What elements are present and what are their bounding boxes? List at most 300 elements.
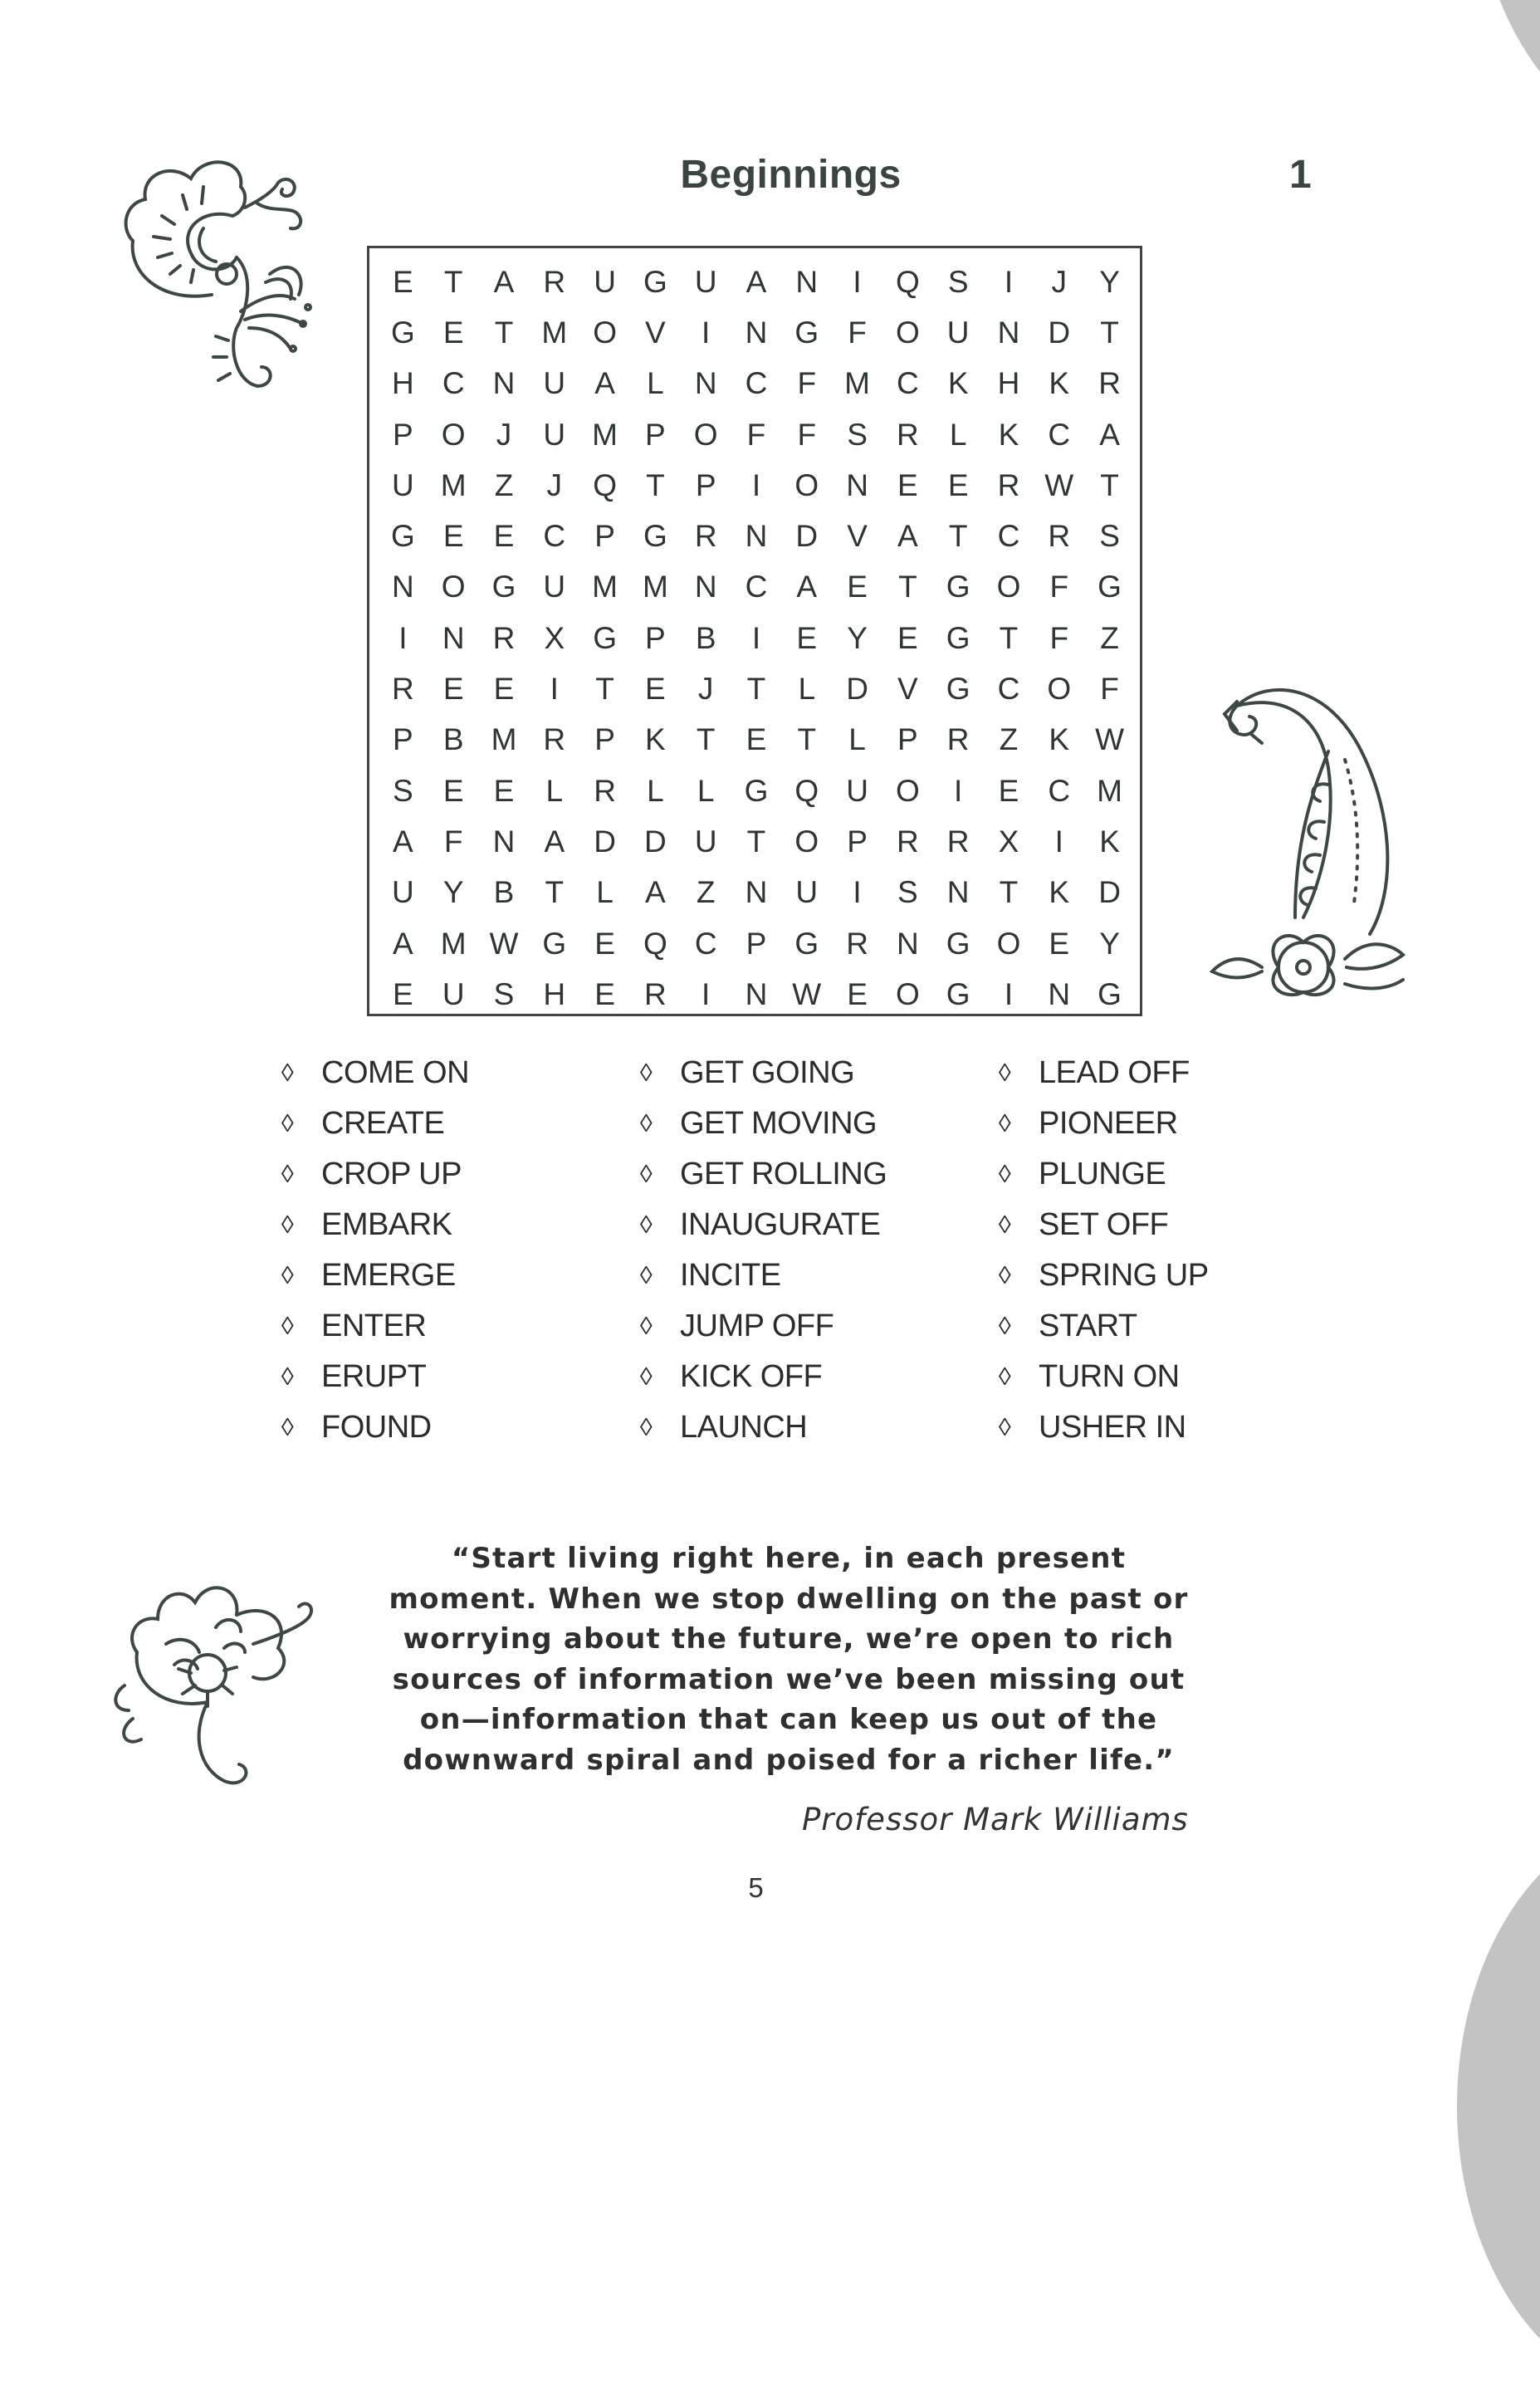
grid-cell[interactable]: F [797, 366, 817, 401]
grid-cell[interactable]: U [594, 264, 616, 299]
grid-cell[interactable]: T [646, 467, 665, 502]
grid-cell[interactable]: T [746, 672, 766, 707]
grid-cell[interactable]: S [493, 976, 515, 1011]
grid-cell[interactable]: S [947, 264, 969, 299]
grid-cell[interactable]: E [493, 773, 515, 808]
word-label: FOUND [321, 1410, 432, 1445]
grid-cell[interactable]: O [794, 824, 819, 859]
diamond-bullet-icon: ◊ [281, 1059, 294, 1087]
grid-cell[interactable]: A [594, 366, 615, 401]
word-label: LEAD OFF [1039, 1055, 1190, 1090]
grid-cell[interactable]: H [997, 366, 1020, 401]
grid-cell[interactable]: I [398, 620, 408, 655]
quote-text [332, 1538, 1245, 1780]
quote-line: moment. When we stop dwelling on the past or [389, 1582, 1189, 1616]
diamond-bullet-icon: ◊ [639, 1312, 653, 1340]
grid-cell[interactable]: V [897, 672, 918, 707]
grid-cell[interactable]: S [847, 417, 868, 452]
word-list-item [637, 1402, 995, 1453]
grid-cell[interactable]: E [594, 926, 615, 961]
grid-cell[interactable]: G [946, 570, 970, 604]
grid-cell[interactable]: A [796, 570, 818, 604]
grid-cell[interactable]: R [946, 824, 970, 859]
grid-cell[interactable]: B [442, 722, 464, 757]
grid-cell[interactable]: G [946, 620, 970, 655]
grid-cell[interactable]: B [493, 875, 515, 910]
word-list-item [278, 1352, 637, 1402]
diamond-bullet-icon: ◊ [639, 1160, 653, 1188]
grid-cell[interactable]: T [545, 875, 565, 910]
grid-cell[interactable]: P [645, 417, 666, 452]
grid-cell[interactable]: W [792, 976, 822, 1011]
diamond-bullet-icon: ◊ [281, 1211, 294, 1239]
diamond-bullet-icon: ◊ [998, 1261, 1011, 1289]
diamond-bullet-icon: ◊ [281, 1109, 294, 1137]
grid-cell[interactable]: T [696, 722, 716, 757]
grid-cell[interactable]: M [592, 417, 618, 452]
grid-cell[interactable]: N [442, 620, 465, 655]
word-list-item [278, 1200, 637, 1250]
grid-cell[interactable]: F [1049, 620, 1069, 655]
letter-grid [378, 257, 1135, 1020]
grid-cell[interactable]: M [1097, 773, 1122, 808]
word-label: LAUNCH [680, 1410, 808, 1445]
grid-cell[interactable]: Q [794, 773, 819, 808]
grid-cell[interactable]: T [797, 722, 817, 757]
word-list-item [995, 1402, 1244, 1453]
word-label: COME ON [321, 1055, 470, 1090]
grid-cell[interactable]: B [695, 620, 716, 655]
grid-cell[interactable]: G [794, 926, 819, 961]
grid-cell[interactable]: N [392, 570, 414, 604]
grid-cell[interactable]: G [946, 926, 970, 961]
grid-cell[interactable]: Y [1099, 264, 1120, 299]
word-list-item [278, 1149, 637, 1200]
grid-cell[interactable]: E [493, 672, 515, 707]
grid-cell[interactable]: N [492, 366, 516, 401]
grid-cell[interactable]: I [1004, 976, 1014, 1011]
grid-cell[interactable]: F [746, 417, 766, 452]
grid-cell[interactable]: R [1098, 366, 1121, 401]
grid-cell[interactable]: E [746, 722, 767, 757]
grid-cell[interactable]: S [1099, 519, 1120, 554]
grid-cell[interactable]: N [1048, 976, 1071, 1011]
grid-cell[interactable]: F [443, 824, 463, 859]
grid-cell[interactable]: O [895, 773, 920, 808]
diamond-bullet-icon: ◊ [639, 1362, 653, 1391]
grid-cell[interactable]: C [1048, 417, 1071, 452]
diamond-bullet-icon: ◊ [998, 1413, 1011, 1441]
grid-cell[interactable]: O [1047, 672, 1072, 707]
grid-cell[interactable]: I [550, 672, 559, 707]
grid-cell[interactable]: U [795, 875, 819, 910]
grid-cell[interactable]: G [491, 570, 516, 604]
grid-cell[interactable]: S [897, 875, 918, 910]
word-list-item [995, 1200, 1244, 1250]
grid-cell[interactable]: L [647, 366, 664, 401]
grid-cell[interactable]: Z [494, 467, 514, 502]
grid-cell[interactable]: W [1095, 722, 1125, 757]
puzzle-number: 1 [1289, 153, 1312, 197]
grid-cell[interactable]: N [694, 366, 717, 401]
grid-cell[interactable]: G [643, 264, 667, 299]
grid-cell[interactable]: G [946, 976, 970, 1011]
grid-cell[interactable]: G [946, 672, 970, 707]
grid-cell[interactable]: A [393, 926, 413, 961]
grid-cell[interactable]: C [745, 570, 768, 604]
grid-cell[interactable]: P [897, 722, 918, 757]
grid-cell[interactable]: E [1049, 926, 1070, 961]
grid-cell[interactable]: V [645, 315, 666, 350]
quote-line: on—information that can keep us out of the [419, 1703, 1158, 1736]
diamond-bullet-icon: ◊ [998, 1211, 1011, 1239]
grid-cell[interactable]: W [489, 926, 519, 961]
grid-cell[interactable]: T [948, 519, 968, 554]
grid-cell[interactable]: E [493, 519, 515, 554]
word-label: INAUGURATE [680, 1207, 881, 1242]
grid-cell[interactable]: C [1048, 773, 1071, 808]
grid-cell[interactable]: T [1100, 467, 1119, 502]
grid-cell[interactable]: R [594, 773, 616, 808]
grid-cell[interactable]: E [442, 672, 464, 707]
diamond-bullet-icon: ◊ [639, 1413, 653, 1441]
word-label: GET ROLLING [680, 1157, 887, 1191]
word-list-item [278, 1098, 637, 1149]
grid-cell[interactable]: N [492, 824, 516, 859]
grid-cell[interactable]: D [795, 519, 819, 554]
word-label: EMERGE [321, 1258, 456, 1293]
grid-cell[interactable]: N [795, 264, 819, 299]
grid-cell[interactable]: Q [643, 926, 667, 961]
grid-cell[interactable]: L [596, 875, 614, 910]
grid-cell[interactable]: D [1048, 315, 1071, 350]
grid-cell[interactable]: A [746, 264, 767, 299]
grid-cell[interactable]: I [702, 315, 711, 350]
grid-cell[interactable]: P [847, 824, 868, 859]
grid-cell[interactable]: O [895, 976, 920, 1011]
grid-cell[interactable]: G [794, 315, 819, 350]
grid-cell[interactable]: P [695, 467, 716, 502]
grid-cell[interactable]: C [897, 366, 919, 401]
grid-cell[interactable]: N [745, 519, 768, 554]
grid-cell[interactable]: K [1049, 875, 1070, 910]
grid-cell[interactable]: V [847, 519, 868, 554]
grid-cell[interactable]: I [853, 875, 862, 910]
word-list-item [278, 1402, 637, 1453]
word-list-item [995, 1098, 1244, 1149]
word-list-item [995, 1301, 1244, 1352]
puzzle-title: Beginnings [680, 153, 902, 197]
grid-cell[interactable]: O [996, 926, 1021, 961]
grid-cell[interactable]: P [594, 722, 615, 757]
quote-line: downward spiral and poised for a richer life.” [403, 1743, 1175, 1777]
diamond-bullet-icon: ◊ [281, 1160, 294, 1188]
grid-cell[interactable]: I [853, 264, 862, 299]
grid-cell[interactable]: I [1054, 824, 1063, 859]
grid-cell[interactable]: U [694, 824, 717, 859]
grid-cell[interactable]: R [997, 467, 1020, 502]
grid-cell[interactable]: J [546, 467, 563, 502]
grid-cell[interactable]: T [494, 315, 514, 350]
word-label: JUMP OFF [680, 1309, 834, 1343]
grid-cell[interactable]: T [999, 620, 1019, 655]
grid-cell[interactable]: A [544, 824, 565, 859]
grid-cell[interactable]: G [1098, 570, 1122, 604]
diamond-bullet-icon: ◊ [639, 1261, 653, 1289]
grid-cell[interactable]: J [697, 672, 714, 707]
grid-cell[interactable]: E [796, 620, 818, 655]
diamond-bullet-icon: ◊ [639, 1211, 653, 1239]
grid-cell[interactable]: N [745, 976, 768, 1011]
grid-cell[interactable]: R [492, 620, 516, 655]
grid-cell[interactable]: I [954, 773, 963, 808]
grid-cell[interactable]: U [543, 570, 566, 604]
grid-cell[interactable]: C [745, 366, 768, 401]
grid-cell[interactable]: N [946, 875, 970, 910]
grid-cell[interactable]: R [1048, 519, 1071, 554]
grid-cell[interactable]: X [544, 620, 565, 655]
diamond-bullet-icon: ◊ [281, 1261, 294, 1289]
grid-cell[interactable]: M [491, 722, 517, 757]
grid-cell[interactable]: A [645, 875, 666, 910]
grid-cell[interactable]: Z [1100, 620, 1119, 655]
grid-cell[interactable]: R [694, 519, 717, 554]
grid-cell[interactable]: M [642, 570, 668, 604]
grid-cell[interactable]: R [846, 926, 868, 961]
grid-cell[interactable]: R [392, 672, 414, 707]
word-list-item [637, 1098, 995, 1149]
grid-cell[interactable]: O [895, 315, 920, 350]
grid-cell[interactable]: R [543, 264, 566, 299]
word-label: ERUPT [321, 1359, 427, 1394]
grid-cell[interactable]: E [998, 773, 1019, 808]
grid-cell[interactable]: Q [895, 264, 920, 299]
grid-cell[interactable]: P [393, 722, 413, 757]
grid-cell[interactable]: D [644, 824, 667, 859]
grid-cell[interactable]: O [693, 417, 718, 452]
grid-cell[interactable]: L [647, 773, 664, 808]
grid-cell[interactable]: A [393, 824, 413, 859]
grid-cell[interactable]: H [543, 976, 566, 1011]
grid-cell[interactable]: K [947, 366, 969, 401]
grid-cell[interactable]: C [442, 366, 465, 401]
grid-cell[interactable]: F [797, 417, 817, 452]
grid-cell[interactable]: K [645, 722, 666, 757]
grid-cell[interactable]: E [442, 519, 464, 554]
diamond-bullet-icon: ◊ [281, 1312, 294, 1340]
word-list-item [278, 1250, 637, 1301]
grid-cell[interactable]: E [442, 315, 464, 350]
grid-cell[interactable]: E [393, 264, 413, 299]
grid-cell[interactable]: E [847, 570, 868, 604]
grid-cell[interactable]: U [543, 366, 566, 401]
grid-cell[interactable]: Z [696, 875, 716, 910]
grid-cell[interactable]: L [848, 722, 866, 757]
grid-cell[interactable]: E [393, 976, 413, 1011]
grid-cell[interactable]: G [391, 519, 415, 554]
grid-cell[interactable]: I [751, 620, 761, 655]
grid-cell[interactable]: G [643, 519, 667, 554]
word-label: SPRING UP [1039, 1258, 1209, 1293]
grid-cell[interactable]: L [697, 773, 715, 808]
word-label: PIONEER [1039, 1106, 1178, 1141]
grid-cell[interactable]: C [543, 519, 566, 554]
grid-cell[interactable]: F [848, 315, 867, 350]
grid-cell[interactable]: O [593, 315, 617, 350]
grid-cell[interactable]: O [794, 467, 819, 502]
grid-cell[interactable]: C [694, 926, 717, 961]
grid-cell[interactable]: U [392, 467, 414, 502]
word-label: USHER IN [1039, 1410, 1186, 1445]
grid-cell[interactable]: E [847, 976, 868, 1011]
page-edge-top-right [1474, 0, 1540, 149]
grid-cell[interactable]: G [542, 926, 567, 961]
word-label: SET OFF [1039, 1207, 1169, 1242]
word-label: PLUNGE [1039, 1157, 1166, 1191]
grid-cell[interactable]: U [442, 976, 465, 1011]
grid-cell[interactable]: P [746, 926, 767, 961]
grid-cell[interactable]: T [443, 264, 463, 299]
grid-cell[interactable]: N [745, 315, 768, 350]
grid-cell[interactable]: Y [847, 620, 868, 655]
grid-cell[interactable]: X [998, 824, 1019, 859]
grid-cell[interactable]: N [997, 315, 1020, 350]
paisley-ornament-right-icon [1204, 668, 1411, 1000]
word-label: INCITE [680, 1258, 781, 1293]
grid-cell[interactable]: L [545, 773, 564, 808]
grid-cell[interactable]: E [442, 773, 464, 808]
word-list [278, 1048, 1241, 1455]
grid-cell[interactable]: M [440, 926, 467, 961]
grid-cell[interactable]: A [493, 264, 515, 299]
grid-cell[interactable]: I [1004, 264, 1014, 299]
grid-cell[interactable]: U [946, 315, 970, 350]
grid-cell[interactable]: H [392, 366, 414, 401]
grid-cell[interactable]: T [746, 824, 766, 859]
grid-cell[interactable]: M [592, 570, 618, 604]
grid-cell[interactable]: T [1100, 315, 1119, 350]
grid-cell[interactable]: R [946, 722, 970, 757]
grid-cell[interactable]: J [1051, 264, 1067, 299]
grid-cell[interactable]: M [440, 467, 467, 502]
grid-cell[interactable]: U [392, 875, 414, 910]
grid-cell[interactable]: W [1044, 467, 1074, 502]
quote-line: worrying about the future, we’re open to rich [403, 1622, 1175, 1656]
word-label: KICK OFF [680, 1359, 823, 1394]
grid-cell[interactable]: P [594, 519, 615, 554]
diamond-bullet-icon: ◊ [998, 1312, 1011, 1340]
grid-cell[interactable]: M [541, 315, 568, 350]
grid-cell[interactable]: F [1049, 570, 1069, 604]
diamond-bullet-icon: ◊ [281, 1413, 294, 1441]
grid-cell[interactable]: P [645, 620, 666, 655]
grid-cell[interactable]: R [543, 722, 566, 757]
grid-cell[interactable]: F [1100, 672, 1119, 707]
grid-cell[interactable]: E [594, 976, 615, 1011]
grid-cell[interactable]: O [441, 417, 466, 452]
grid-cell[interactable]: K [1049, 722, 1070, 757]
grid-cell[interactable]: E [947, 467, 969, 502]
grid-cell[interactable]: J [496, 417, 512, 452]
grid-cell[interactable]: P [393, 417, 413, 452]
word-list-item [637, 1048, 995, 1098]
grid-cell[interactable]: R [644, 976, 667, 1011]
grid-cell[interactable]: G [391, 315, 415, 350]
grid-cell[interactable]: U [846, 773, 868, 808]
grid-cell[interactable]: K [1049, 366, 1070, 401]
diamond-bullet-icon: ◊ [998, 1362, 1011, 1391]
grid-cell[interactable]: Z [999, 722, 1019, 757]
word-list-item [995, 1048, 1244, 1098]
grid-cell[interactable]: G [593, 620, 617, 655]
grid-cell[interactable]: N [897, 926, 919, 961]
grid-cell[interactable]: A [1099, 417, 1120, 452]
word-list-item [637, 1250, 995, 1301]
grid-cell[interactable]: T [999, 875, 1019, 910]
word-label: EMBARK [321, 1207, 452, 1242]
grid-cell[interactable]: K [1099, 824, 1120, 859]
word-label: CROP UP [321, 1157, 462, 1191]
grid-cell[interactable]: C [997, 519, 1020, 554]
grid-cell[interactable]: Y [442, 875, 464, 910]
floral-ornament-bottom-left-icon [100, 1569, 324, 1810]
grid-cell[interactable]: D [1098, 875, 1121, 910]
grid-cell[interactable]: U [694, 264, 717, 299]
grid-cell[interactable]: Y [1099, 926, 1120, 961]
grid-cell[interactable]: K [998, 417, 1019, 452]
grid-cell[interactable]: O [996, 570, 1021, 604]
grid-cell[interactable]: I [702, 976, 711, 1011]
quote-line: sources of information we’ve been missing out [392, 1662, 1186, 1696]
grid-cell[interactable]: U [543, 417, 566, 452]
diamond-bullet-icon: ◊ [998, 1109, 1011, 1137]
grid-cell[interactable]: L [949, 417, 967, 452]
word-list-item [995, 1352, 1244, 1402]
grid-cell[interactable]: A [897, 519, 918, 554]
grid-cell[interactable]: E [897, 467, 918, 502]
diamond-bullet-icon: ◊ [281, 1362, 294, 1391]
word-list-item [278, 1048, 637, 1098]
grid-cell[interactable]: M [844, 366, 870, 401]
grid-cell[interactable]: R [897, 417, 919, 452]
grid-cell[interactable]: E [645, 672, 666, 707]
grid-cell[interactable]: Q [593, 467, 617, 502]
grid-cell[interactable]: I [751, 467, 761, 502]
grid-cell[interactable]: N [745, 875, 768, 910]
grid-cell[interactable]: T [595, 672, 614, 707]
grid-cell[interactable]: G [1098, 976, 1122, 1011]
word-list-item [995, 1250, 1244, 1301]
grid-cell[interactable]: D [846, 672, 868, 707]
quote-attribution: Professor Mark Williams [802, 1802, 1189, 1837]
grid-cell[interactable]: C [997, 672, 1020, 707]
grid-cell[interactable]: R [897, 824, 919, 859]
word-label: CREATE [321, 1106, 445, 1141]
word-list-item [278, 1301, 637, 1352]
page-number: 5 [748, 1872, 764, 1903]
grid-cell[interactable]: L [798, 672, 816, 707]
grid-cell[interactable]: N [846, 467, 868, 502]
grid-cell[interactable]: S [393, 773, 413, 808]
word-label: GET MOVING [680, 1106, 878, 1141]
grid-cell[interactable]: E [897, 620, 918, 655]
grid-cell[interactable]: D [594, 824, 616, 859]
grid-cell[interactable]: T [898, 570, 917, 604]
grid-cell[interactable]: G [744, 773, 769, 808]
grid-cell[interactable]: N [694, 570, 717, 604]
diamond-bullet-icon: ◊ [998, 1059, 1011, 1087]
grid-cell[interactable]: O [441, 570, 466, 604]
